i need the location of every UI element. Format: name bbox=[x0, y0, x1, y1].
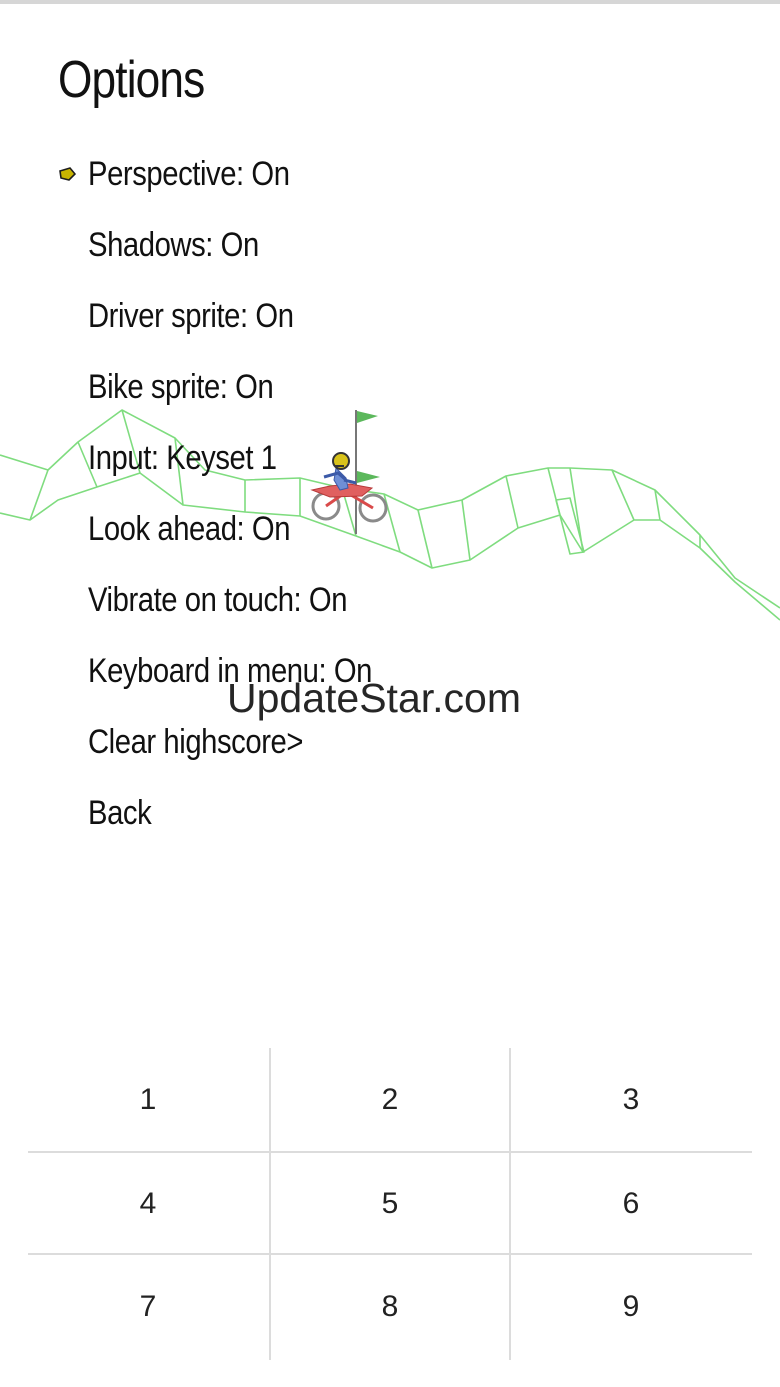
menu-item-bike-sprite[interactable]: Bike sprite: On bbox=[88, 368, 274, 406]
keypad-key-1[interactable]: 1 bbox=[139, 1083, 157, 1116]
keypad-key-9[interactable]: 9 bbox=[622, 1290, 640, 1323]
keypad-key-2[interactable]: 2 bbox=[381, 1083, 399, 1116]
menu-item-keyboard-in-menu[interactable]: Keyboard in menu: On bbox=[88, 652, 372, 690]
keypad-key-6[interactable]: 6 bbox=[622, 1187, 640, 1220]
number-keypad bbox=[28, 1048, 752, 1360]
keypad-key-8[interactable]: 8 bbox=[381, 1290, 399, 1323]
menu-item-driver-sprite[interactable]: Driver sprite: On bbox=[88, 297, 294, 335]
menu-item-input[interactable]: Input: Keyset 1 bbox=[88, 439, 277, 477]
menu-item-shadows[interactable]: Shadows: On bbox=[88, 226, 259, 264]
keypad-key-7[interactable]: 7 bbox=[139, 1290, 157, 1323]
page-title: Options bbox=[58, 51, 205, 109]
watermark: UpdateStar.com bbox=[227, 675, 521, 721]
keypad-key-4[interactable]: 4 bbox=[139, 1187, 157, 1220]
menu-item-clear-highscore[interactable]: Clear highscore> bbox=[88, 723, 303, 761]
menu-item-perspective[interactable]: Perspective: On bbox=[88, 155, 290, 193]
selection-marker-icon bbox=[58, 165, 76, 183]
keypad-key-5[interactable]: 5 bbox=[381, 1187, 399, 1220]
menu-item-back[interactable]: Back bbox=[88, 794, 152, 832]
keypad-key-3[interactable]: 3 bbox=[622, 1083, 640, 1116]
menu-item-vibrate-on-touch[interactable]: Vibrate on touch: On bbox=[88, 581, 348, 619]
checkpoint-flag-icon bbox=[356, 410, 380, 534]
menu-item-look-ahead[interactable]: Look ahead: On bbox=[88, 510, 291, 548]
